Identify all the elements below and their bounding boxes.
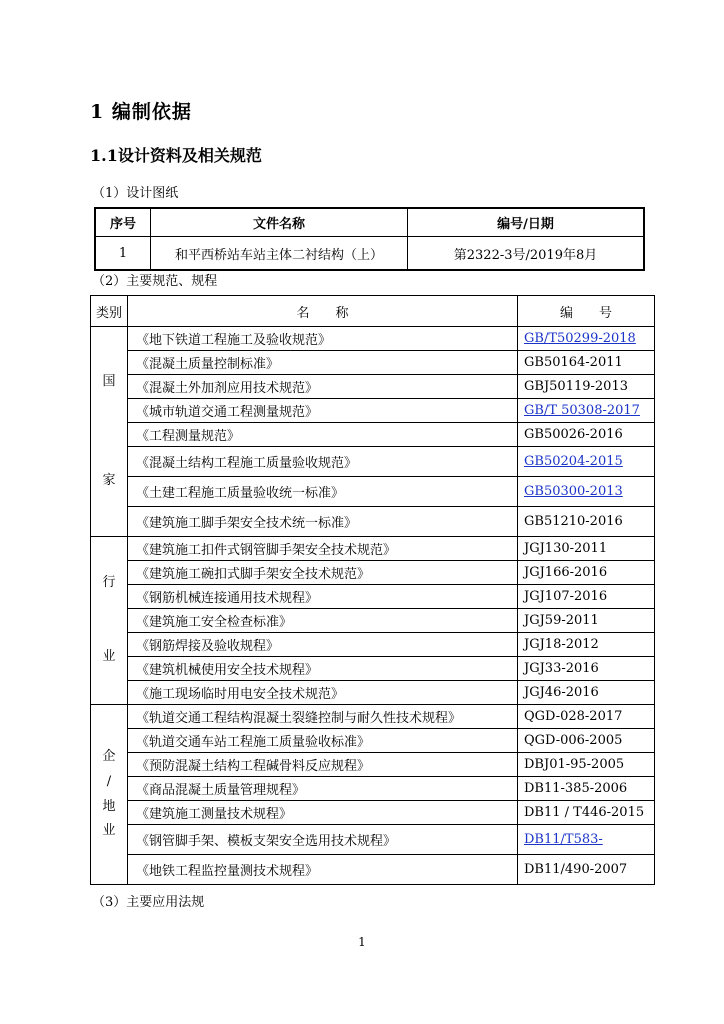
spec-name: 《轨道交通车站工程施工质量验收标准》 (128, 729, 518, 753)
table-row (91, 753, 655, 777)
spec-code-cell (518, 657, 655, 681)
spec-code: JGJ107-2016 (524, 589, 608, 604)
spec-name: 《预防混凝土结构工程碱骨料反应规程》 (128, 753, 518, 777)
table-row (91, 375, 655, 399)
spec-code-link[interactable]: GB50300-2013 (524, 484, 623, 499)
col-header-code: 编号/日期 (408, 208, 645, 237)
col-header-name: 文件名称 (151, 208, 408, 237)
spec-code: JGJ33-2016 (524, 661, 599, 676)
category-cell-enterprise: 企 / 地 业 (91, 705, 128, 885)
spec-code-cell (518, 729, 655, 753)
row-code: 第2322-3号/2019年8月 (408, 237, 645, 271)
col-header-category: 类别 (91, 296, 128, 327)
drawings-table (94, 207, 645, 271)
spec-code: JGJ46-2016 (524, 685, 599, 700)
category-cell-industry: 行 业 (91, 537, 128, 705)
col-header-code: 编 号 (518, 296, 655, 327)
spec-code-cell (518, 633, 655, 657)
section-3-label: （3）主要应用法规 (92, 895, 205, 910)
table-row (91, 609, 655, 633)
spec-name: 《建筑施工扣件式钢管脚手架安全技术规范》 (128, 537, 518, 561)
spec-code-link[interactable]: GB50204-2015 (524, 454, 623, 469)
spec-code-link[interactable]: DB11/T583- (524, 832, 603, 847)
col-header-name: 名 称 (128, 296, 518, 327)
spec-name: 《轨道交通工程结构混凝土裂缝控制与耐久性技术规程》 (128, 705, 518, 729)
spec-code: DB11 / T446-2015 (524, 805, 645, 820)
table-row (91, 777, 655, 801)
spec-code: JGJ130-2011 (524, 541, 608, 556)
spec-code: GB50164-2011 (524, 355, 623, 370)
spec-name: 《城市轨道交通工程测量规范》 (128, 399, 518, 423)
spec-name: 《建筑施工测量技术规程》 (128, 801, 518, 825)
table-row (91, 351, 655, 375)
spec-name: 《混凝土结构工程施工质量验收规范》 (128, 447, 518, 477)
table-row (91, 681, 655, 705)
spec-code-cell (518, 753, 655, 777)
heading-2: 1.1设计资料及相关规范 (90, 146, 262, 165)
table-row (91, 327, 655, 351)
spec-name: 《建筑施工碗扣式脚手架安全技术规范》 (128, 561, 518, 585)
row-no: 1 (95, 237, 151, 271)
spec-name: 《钢筋焊接及验收规程》 (128, 633, 518, 657)
spec-code-link[interactable]: GB/T50299-2018 (524, 331, 636, 346)
spec-name: 《土建工程施工质量验收统一标准》 (128, 477, 518, 507)
heading-1: 1 编制依据 (90, 101, 192, 123)
table-row (91, 399, 655, 423)
spec-code: QGD-028-2017 (524, 709, 623, 724)
category-cell-national: 国 家 (91, 327, 128, 537)
table-row (91, 507, 655, 537)
table-row (91, 561, 655, 585)
spec-code-cell (518, 537, 655, 561)
spec-code: DBJ01-95-2005 (524, 757, 625, 772)
section-1-label: （1）设计图纸 (92, 186, 179, 201)
table-row (91, 585, 655, 609)
spec-code-cell (518, 585, 655, 609)
table-row (91, 447, 655, 477)
table-row (91, 477, 655, 507)
table-row (91, 423, 655, 447)
spec-code: DB11-385-2006 (524, 781, 628, 796)
table-row (95, 237, 644, 271)
spec-code-cell (518, 327, 655, 351)
section-2-label: （2）主要规范、规程 (92, 274, 218, 289)
spec-code-cell (518, 423, 655, 447)
spec-code-cell (518, 705, 655, 729)
table-row (91, 729, 655, 753)
table-row (91, 801, 655, 825)
spec-name: 《混凝土质量控制标准》 (128, 351, 518, 375)
row-name: 和平西桥站车站主体二衬结构（上） (151, 237, 408, 271)
table-row (91, 705, 655, 729)
spec-code-cell (518, 801, 655, 825)
spec-code: JGJ59-2011 (524, 613, 599, 628)
spec-code-cell (518, 825, 655, 855)
spec-code-cell (518, 609, 655, 633)
spec-name: 《施工现场临时用电安全技术规范》 (128, 681, 518, 705)
specs-table (90, 295, 655, 885)
spec-code: DB11/490-2007 (524, 862, 628, 877)
spec-name: 《地下铁道工程施工及验收规范》 (128, 327, 518, 351)
col-header-no: 序号 (95, 208, 151, 237)
spec-code: GBJ50119-2013 (524, 379, 628, 394)
spec-code-cell (518, 777, 655, 801)
spec-name: 《商品混凝土质量管理规程》 (128, 777, 518, 801)
spec-code-cell (518, 507, 655, 537)
spec-code: QGD-006-2005 (524, 733, 623, 748)
spec-name: 《钢筋机械连接通用技术规程》 (128, 585, 518, 609)
spec-code-cell (518, 447, 655, 477)
spec-code-cell (518, 351, 655, 375)
spec-name: 《建筑施工脚手架安全技术统一标准》 (128, 507, 518, 537)
table-row (91, 825, 655, 855)
spec-code: JGJ18-2012 (524, 637, 599, 652)
spec-name: 《建筑机械使用安全技术规程》 (128, 657, 518, 681)
spec-code-cell (518, 855, 655, 885)
spec-code: JGJ166-2016 (524, 565, 608, 580)
spec-code: GB50026-2016 (524, 427, 623, 442)
spec-code-cell (518, 477, 655, 507)
spec-name: 《混凝土外加剂应用技术规范》 (128, 375, 518, 399)
spec-code-cell (518, 681, 655, 705)
spec-code-cell (518, 375, 655, 399)
spec-name: 《建筑施工安全检查标准》 (128, 609, 518, 633)
spec-code-cell (518, 399, 655, 423)
table-row (91, 657, 655, 681)
table-row (91, 855, 655, 885)
spec-name: 《工程测量规范》 (128, 423, 518, 447)
page-number: 1 (358, 935, 366, 949)
spec-code-link[interactable]: GB/T 50308-2017 (524, 403, 640, 418)
spec-name: 《钢管脚手架、模板支架安全选用技术规程》 (128, 825, 518, 855)
spec-code: GB51210-2016 (524, 514, 623, 529)
spec-code-cell (518, 561, 655, 585)
table-row (91, 537, 655, 561)
table-row (91, 633, 655, 657)
spec-name: 《地铁工程监控量测技术规程》 (128, 855, 518, 885)
